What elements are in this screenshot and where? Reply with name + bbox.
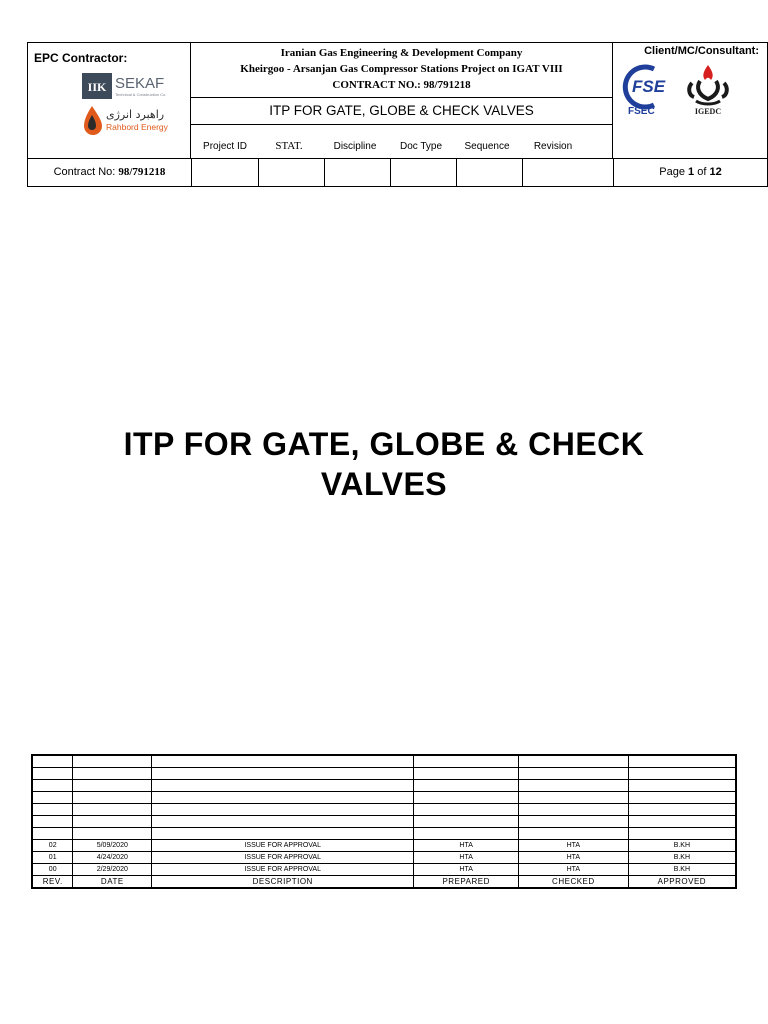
sekaf-logo — [82, 73, 176, 99]
blank-code-cell-revision — [522, 159, 613, 186]
project-info-cell — [190, 42, 613, 159]
doc-type-label: Doc Type — [399, 141, 443, 152]
revision-table-header — [32, 876, 736, 889]
blank-code-cell-project — [191, 159, 258, 186]
page-current: 1 — [688, 166, 695, 178]
blank-code-cell-stat — [258, 159, 324, 186]
rev-description: ISSUE FOR APPROVAL — [152, 840, 414, 852]
page-number-cell — [613, 159, 767, 186]
client-cell — [612, 42, 768, 159]
blank-code-cell-discipline — [324, 159, 390, 186]
revision-label: Revision — [533, 141, 573, 152]
epc-contractor-label: EPC Contractor: — [34, 51, 128, 65]
fsec-name: FSEC — [628, 106, 655, 117]
empty-revision-row — [32, 755, 736, 768]
page-total: 12 — [709, 166, 722, 178]
document-title-strip: ITP FOR GATE, GLOBE & CHECK VALVES — [191, 97, 612, 125]
rev-date: 5/09/2020 — [73, 840, 152, 852]
igedc-logo — [678, 61, 738, 117]
empty-revision-row — [32, 780, 736, 792]
column-header-approved: APPROVED — [628, 876, 736, 889]
rev-number: 02 — [32, 840, 73, 852]
sekaf-mark: IIK — [87, 80, 107, 94]
blank-code-cell-sequence — [456, 159, 522, 186]
sekaf-subtitle: Technical & Construction Co. — [115, 92, 167, 97]
rev-prepared: HTA — [414, 840, 519, 852]
contract-number-line: CONTRACT NO.: 98/791218 — [332, 79, 471, 91]
rev-approved: B.KH — [628, 840, 736, 852]
rev-prepared: HTA — [414, 852, 519, 864]
blank-code-cell-doctype — [390, 159, 456, 186]
fsec-mark: FSE — [632, 77, 666, 96]
stat-label: STAT. — [275, 140, 303, 152]
rev-number: 00 — [32, 864, 73, 876]
empty-revision-row — [32, 792, 736, 804]
document-code-labels — [191, 139, 612, 159]
project-name: Kheirgoo - Arsanjan Gas Compressor Stations Project on IGAT VIII — [240, 63, 563, 75]
rev-description: ISSUE FOR APPROVAL — [152, 852, 414, 864]
rev-checked: HTA — [519, 852, 629, 864]
main-document-title — [60, 424, 708, 504]
rev-description: ISSUE FOR APPROVAL — [152, 864, 414, 876]
rahbord-english-name: Rahbord Energy — [106, 122, 168, 132]
rev-approved: B.KH — [628, 864, 736, 876]
company-block — [191, 45, 612, 93]
rahbord-energy-logo — [82, 103, 176, 137]
discipline-label: Discipline — [333, 141, 377, 152]
revision-table — [31, 754, 737, 889]
empty-revision-row — [32, 816, 736, 828]
column-header-prepared: PREPARED — [414, 876, 519, 889]
column-header-checked: CHECKED — [519, 876, 629, 889]
contract-number-label: Contract No: — [53, 166, 119, 178]
page-label: Page — [659, 166, 689, 178]
sequence-label: Sequence — [464, 141, 510, 152]
column-header-description: DESCRIPTION — [152, 876, 414, 889]
empty-revision-row — [32, 768, 736, 780]
contract-number-cell — [28, 159, 191, 186]
contract-number-value: 98/791218 — [118, 166, 166, 178]
page-of: of — [694, 166, 710, 178]
document-header — [27, 42, 768, 187]
company-name: Iranian Gas Engineering & Development Company — [280, 47, 523, 59]
rev-prepared: HTA — [414, 864, 519, 876]
project-id-label: Project ID — [203, 141, 247, 152]
sekaf-name: SEKAF — [115, 75, 165, 92]
column-header-date: DATE — [73, 876, 152, 889]
rev-date: 4/24/2020 — [73, 852, 152, 864]
epc-contractor-cell — [27, 42, 191, 159]
empty-revision-row — [32, 804, 736, 816]
main-title-line: VALVES — [320, 466, 448, 502]
revision-row — [32, 840, 736, 852]
igedc-name: IGEDC — [694, 107, 722, 116]
client-label: Client/MC/Consultant: — [644, 45, 759, 57]
contract-page-row — [27, 158, 768, 187]
main-title-line: ITP FOR GATE, GLOBE & CHECK — [123, 426, 645, 462]
empty-revision-row — [32, 828, 736, 840]
rev-date: 2/29/2020 — [73, 864, 152, 876]
revision-row — [32, 864, 736, 876]
column-header-rev: REV. — [32, 876, 73, 889]
rahbord-farsi-name: راهبرد انرژی — [106, 108, 165, 121]
rev-number: 01 — [32, 852, 73, 864]
rev-checked: HTA — [519, 840, 629, 852]
rev-approved: B.KH — [628, 852, 736, 864]
revision-row — [32, 852, 736, 864]
rev-checked: HTA — [519, 864, 629, 876]
fsec-logo — [620, 61, 676, 117]
